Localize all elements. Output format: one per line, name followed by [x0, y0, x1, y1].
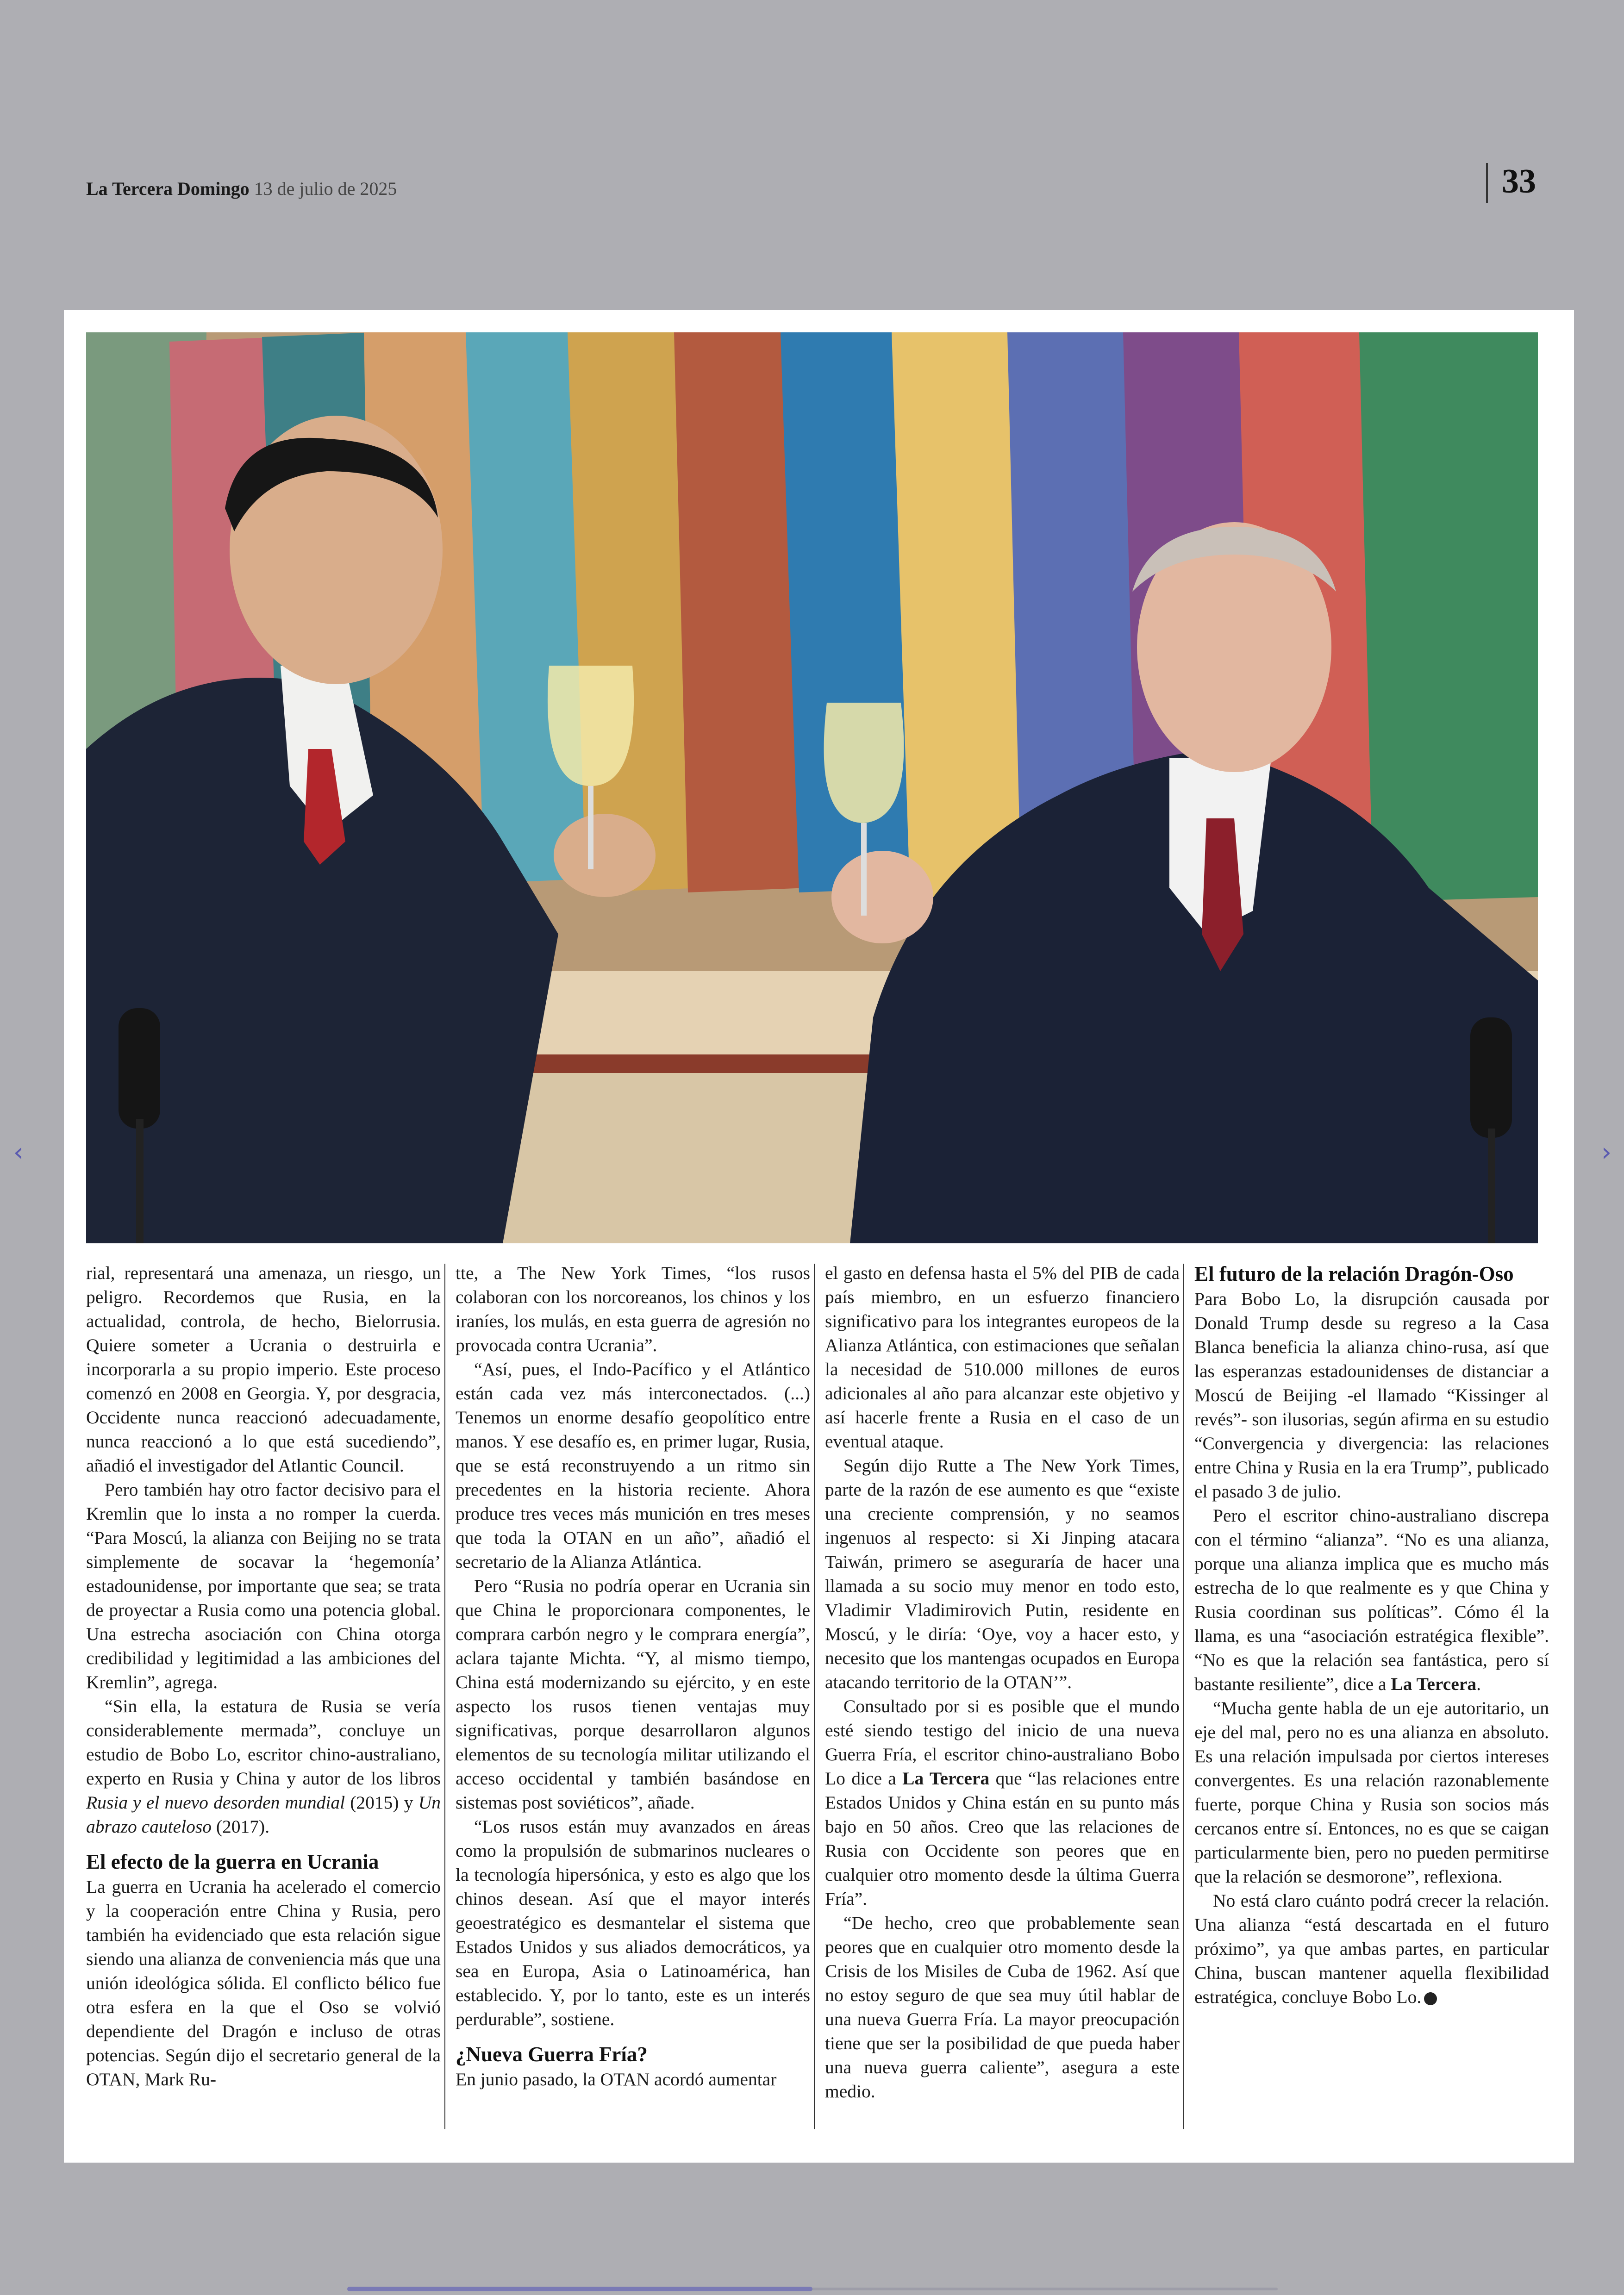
article-column-4 — [1194, 1261, 1549, 2131]
page-number: 33 — [1502, 162, 1536, 200]
paragraph: Consultado por si es posible que el mundo esté siendo testigo del inicio de una nueva Guerra Fría, el escritor chino-australiano Bobo Lo dice a La Tercera que “las relaciones entre Estados Unidos y China están en su punto más bajo en 50 años. Creo que las relaciones de Rusia con Occidente son peores que en cualquier otro momento desde la última Guerra Fría”. — [825, 1696, 1180, 1909]
article-column-2 — [456, 1261, 810, 2131]
article-column-1 — [86, 1261, 441, 2131]
article-column-3 — [825, 1261, 1180, 2131]
paragraph: Pero “Rusia no podría operar en Ucrania sin que China le proporcionara componentes, le comprara carbón negro y le comprara energía”, aclara tajante Michta. “Y, al mismo tiempo, China está modernizando su ejército, y en este aspecto los rusos tienen ventajas muy significativas, porque desarrollaron algunos elementos de su tecnología militar utilizando el acceso occidental y también basándose en sistemas post soviéticos”, añade. — [456, 1576, 810, 1813]
paragraph: En junio pasado, la OTAN acordó aumentar — [456, 2069, 777, 2089]
paragraph: rial, representará una amenaza, un riesgo, un peligro. Recordemos que Rusia, en la actualidad, controla, de hecho, Bielorrusia. Quiere someter a Ucrania o destruirla e incorporarla a su propio imperio. Este proceso comenzó en 2008 en Georgia. Y, por desgracia, Occidente nunca reaccionó adecuadamente, nunca reaccionó a lo que está sucediendo”, añadió el investigador del Atlantic Council. — [86, 1263, 441, 1476]
paragraph: “Sin ella, la estatura de Rusia se vería considerablemente mermada”, concluye un estudio de Bobo Lo, escritor chino-australiano, experto en Rusia y China y autor de los libros Rusia y el nuevo desorden mundial (2015) y Un abrazo cauteloso (2017). — [86, 1696, 441, 1837]
publication-header — [86, 178, 397, 200]
paragraph: Para Bobo Lo, la disrupción causada por Donald Trump desde su regreso a la Casa Blanca beneficia la alianza chino-rusa, así que las esperanzas estadounidenses de distanciar a Moscú de Beijing -el llamado “Kissinger al revés”- son ilusorias, según afirma en su estudio “Convergencia y divergencia: las relaciones entre China y Rusia en la era Trump”, publicado el pasado 3 de julio. — [1194, 1289, 1549, 1502]
section-heading: ¿Nueva Guerra Fría? — [456, 2043, 648, 2066]
paragraph: Según dijo Rutte a The New York Times, parte de la razón de ese aumento es que “existe una creciente comprensión, y no seamos ingenuos al respecto: si Xi Jinping atacara Taiwán, primero se aseguraría de hacer una llamada a su socio muy menor en todo esto, Vladimir Vladimirovich Putin, residente en Moscú, y le diría: ‘Oye, voy a hacer esto, y necesito que los mantengas ocupados en Europa atacando territorio de la OTAN’”. — [825, 1455, 1180, 1692]
previous-page-icon[interactable]: ‹ — [13, 1137, 24, 1167]
book-title: Rusia y el nuevo desorden mundial — [86, 1792, 345, 1813]
paragraph: el gasto en defensa hasta el 5% del PIB de cada país miembro, en un esfuerzo financiero significativo para los integrantes europeos de la Alianza Atlántica, con estimaciones que señalan la necesidad de 510.000 millones de euros adicionales al año para alcanzar este objetivo y así hacerle frente a Rusia en el caso de un eventual ataque. — [825, 1263, 1180, 1452]
book-title: Un abrazo cauteloso — [86, 1792, 441, 1837]
paragraph: “Así, pues, el Indo-Pacífico y el Atlántico están cada vez más interconectados. (...) Tenemos un enorme desafío geopolítico entre manos. Y ese desafío es, en primer lugar, Rusia, que se está reconstruyendo a un ritmo sin precedentes en la historia reciente. Ahora produce tres veces más munición en tres meses que toda la OTAN en un año”, añadió el secretario de la Alianza Atlántica. — [456, 1359, 810, 1572]
column-rule — [444, 1264, 445, 2129]
paragraph: “Los rusos están muy avanzados en áreas como la propulsión de submarinos nucleares o la tecnología hipersónica, y esto es algo que los chinos desean. Así que el mayor interés geoestratégico es desmantelar el sistema que Estados Unidos y sus aliados democráticos, ya sea en Europa, Asia o Latinoamérica, han establecido. Y, por lo tanto, este es un interés perdurable”, sostiene. — [456, 1816, 810, 2029]
paragraph: “Mucha gente habla de un eje autoritario, un eje del mal, pero no es una alianza en absoluto. Es una relación impulsada por ciertos intereses convergentes. Es una relación razonablemente fuerte, porque China y Rusia son socios más cercanos entre sí. Entonces, no es que se caigan particularmente bien, pero no pueden permitirse que la relación se desmorone”, reflexiona. — [1194, 1698, 1549, 1887]
next-page-icon[interactable]: › — [1601, 1137, 1612, 1167]
end-of-article-icon — [1424, 1992, 1437, 2005]
page-scroll-thumb[interactable] — [347, 2287, 812, 2291]
paragraph: tte, a The New York Times, “los rusos colaboran con los norcoreanos, los chinos y los iraníes, los mulás, en esta guerra de agresión no provocada contra Ucrania”. — [456, 1263, 810, 1355]
photo-illustration — [86, 332, 1538, 1243]
paragraph: No está claro cuánto podrá crecer la relación. Una alianza “está descartada en el futuro próximo”, ya que ambas partes, en particular China, buscan mantener aquella flexibilidad estratégica, concluye Bobo Lo. — [1194, 1890, 1549, 2007]
paragraph: Pero también hay otro factor decisivo para el Kremlin que lo insta a no romper la cuerda. “Para Moscú, la alianza con Beijing no se trata simplemente de socavar la ‘hegemonía’ estadounidense, por importante que sea; se trata de proyectar a Rusia como una potencia global. Una estrecha asociación con China otorga credibilidad y legitimidad a las ambiciones del Kremlin”, agrega. — [86, 1479, 441, 1692]
brand-name: La Tercera — [1391, 1674, 1477, 1694]
column-rule — [1183, 1264, 1184, 2129]
publication-name: La Tercera Domingo — [86, 178, 250, 199]
article-photo — [86, 332, 1538, 1243]
paragraph: La guerra en Ucrania ha acelerado el comercio y la cooperación entre China y Rusia, pero también ha evidenciado que esta relación sigue siendo una alianza de conveniencia más que una unión ideológica sólida. El conflicto bélico fue otra esfera en la que el Oso se volvió dependiente del Dragón e incluso de otras potencias. Según dijo el secretario general de la OTAN, Mark Ru- — [86, 1877, 441, 2089]
section-heading: El efecto de la guerra en Ucrania — [86, 1850, 379, 1873]
publication-date: 13 de julio de 2025 — [254, 178, 397, 199]
paragraph: “De hecho, creo que probablemente sean peores que en cualquier otro momento desde la Crisis de los Misiles de Cuba de 1962. Así que no estoy seguro de que sea muy útil hablar de una nueva Guerra Fría. La mayor preocupación tiene que ser la posibilidad de que pueda haber una nueva guerra caliente”, asegura a este medio. — [825, 1913, 1180, 2102]
column-rule — [814, 1264, 815, 2129]
section-heading: El futuro de la relación Dragón-Oso — [1194, 1262, 1514, 1285]
header-divider — [1486, 163, 1488, 203]
paragraph: Pero el escritor chino-australiano discrepa con el término “alianza”. “No es una alianza, porque una alianza implica que es mucho más estrecha de lo que realmente es y que China y Rusia coordinan sus políticas”. Cómo él la llama, es una “asociación estratégica flexible”. “No es que la relación sea fantástica, pero sí bastante resiliente”, dice a La Tercera. — [1194, 1505, 1549, 1694]
brand-name: La Tercera — [902, 1768, 990, 1789]
